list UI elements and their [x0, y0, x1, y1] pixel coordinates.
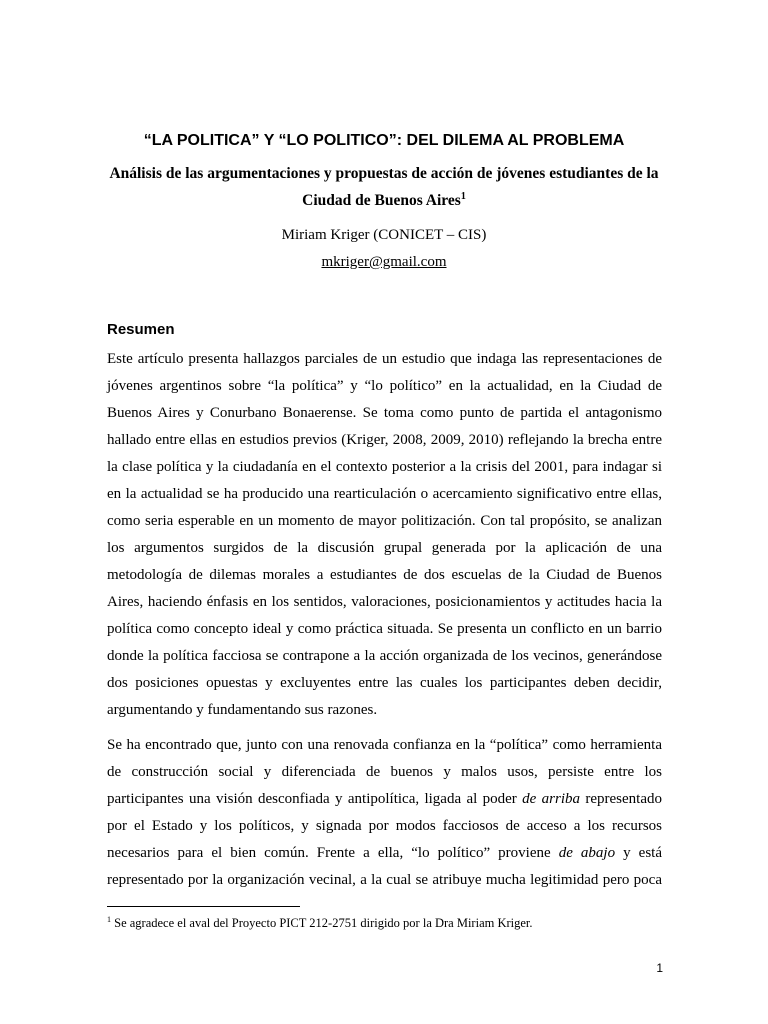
paragraph-line: de construcción social y diferenciada de buenos y malos usos, persiste entre los	[107, 764, 662, 780]
author-email	[0, 252, 768, 272]
paragraph-line	[107, 786, 662, 813]
paragraph-line: en la actualidad se ha producido una rearticulación o acercamiento significativo entre ellas,	[107, 486, 662, 502]
line-text: representado	[580, 791, 662, 807]
footnote	[107, 914, 533, 932]
paragraph-line: dos posiciones opuestas y excluyentes entre las cuales los participantes deben decidir,	[107, 675, 662, 691]
paragraph-line: representado por la organización vecinal, a la cual se atribuye mucha legitimidad pero poca	[107, 872, 662, 888]
abstract-paragraph-1	[107, 346, 662, 724]
subtitle-line-1: Análisis de las argumentaciones y propuestas de acción de jóvenes estudiantes de la	[109, 165, 659, 182]
author-affiliation: Miriam Kriger (CONICET – CIS)	[281, 227, 487, 243]
email-link[interactable]: mkriger@gmail.com	[321, 254, 447, 270]
paragraph-line	[107, 840, 662, 867]
paragraph-line: Se ha encontrado que, junto con una renovada confianza en la “política” como herramienta	[107, 737, 662, 753]
footnote-text: Se agradece el aval del Proyecto PICT 212-2751 dirigido por la Dra Miriam Kriger.	[111, 916, 533, 930]
paper-title: “LA POLITICA” Y “LO POLITICO”: DEL DILEMA AL PROBLEMA	[143, 132, 625, 149]
paragraph-line: la clase política y la ciudadanía en el contexto posterior a la crisis del 2001, para indagar si	[107, 459, 662, 475]
emphasis-text: de abajo	[558, 845, 616, 861]
paper-subtitle	[100, 160, 668, 214]
paragraph-line: los argumentos surgidos de la discusión grupal generada por la aplicación de una	[107, 540, 662, 556]
abstract-paragraph-2	[107, 732, 662, 894]
subtitle-line-2-text: Ciudad de Buenos Aires	[302, 192, 461, 209]
paragraph-line: donde la política facciosa se contrapone a la acción organizada de los vecinos, generándose	[107, 648, 662, 664]
paragraph-line: Aires, haciendo énfasis en los sentidos, valoraciones, posicionamientos y actitudes hacia la	[107, 594, 662, 610]
paragraph-line: argumentando y fundamentando sus razones.	[107, 702, 378, 718]
section-heading-resumen: Resumen	[107, 321, 175, 338]
footnote-reference[interactable]: 1	[460, 191, 466, 202]
emphasis-text: de arriba	[522, 791, 581, 807]
line-text: necesarios para el bien común. Frente a ella, “lo político” proviene	[107, 845, 559, 861]
page-number: 1	[656, 961, 663, 975]
paragraph-line: Este artículo presenta hallazgos parciales de un estudio que indaga las representaciones de	[107, 351, 662, 367]
footnote-mark: 1	[107, 915, 111, 924]
paragraph-line: política como concepto ideal y como práctica situada. Se presenta un conflicto en un barrio	[107, 621, 662, 637]
footnote-divider	[107, 906, 300, 907]
paragraph-line: jóvenes argentinos sobre “la política” y “lo político” en la actualidad, en la Ciudad de	[107, 378, 662, 394]
paragraph-line: hallado entre ellas en estudios previos (Kriger, 2008, 2009, 2010) reflejando la brecha entre	[107, 432, 662, 448]
paragraph-line: por el Estado y los políticos, y signada por modos facciosos de acceso a los recursos	[107, 818, 662, 834]
line-text: y está	[615, 845, 662, 861]
paragraph-line: como seria esperable en un momento de mayor politización. Con tal propósito, se analizan	[107, 513, 662, 529]
subtitle-line-2	[100, 187, 668, 214]
paragraph-line: metodología de dilemas morales a estudiantes de dos escuelas de la Ciudad de Buenos	[107, 567, 662, 583]
line-text: participantes una visión desconfiada y antipolítica, ligada al poder	[107, 791, 523, 807]
paragraph-line: Buenos Aires y Conurbano Bonaerense. Se toma como punto de partida el antagonismo	[107, 405, 662, 421]
